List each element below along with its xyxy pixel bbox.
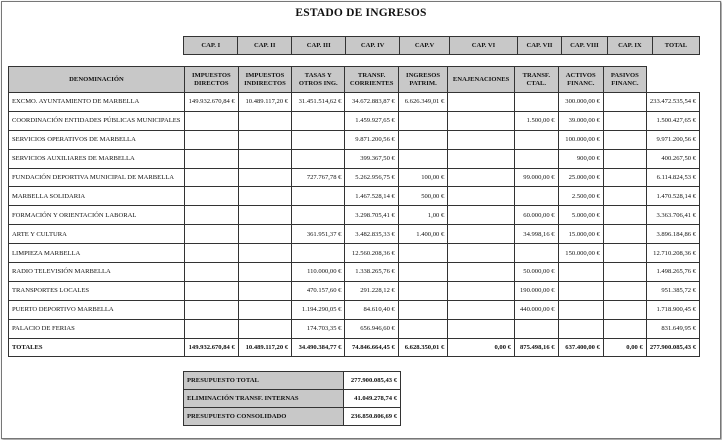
amount-cell: [448, 111, 515, 130]
amount-cell: 100.000,00 €: [558, 130, 603, 149]
amount-cell: 400.267,50 €: [646, 149, 699, 168]
amount-cell: 1.338.265,76 €: [345, 263, 398, 282]
entity-name: FUNDACIÓN DEPORTIVA MUNICIPAL DE MARBELLA: [9, 168, 185, 187]
column-header: TRANSF. CORRIENTES: [345, 67, 398, 93]
entity-name: TRANSPORTES LOCALES: [9, 281, 185, 300]
amount-cell: 0,00 €: [448, 338, 515, 357]
amount-cell: 361.951,37 €: [292, 225, 345, 244]
amount-cell: 291.228,12 €: [345, 281, 398, 300]
amount-cell: 3.298.705,41 €: [345, 206, 398, 225]
amount-cell: 34.490.384,77 €: [292, 338, 345, 357]
amount-cell: 99.000,00 €: [514, 168, 558, 187]
amount-cell: [184, 149, 238, 168]
denominacion-header: DENOMINACIÓN: [9, 67, 185, 93]
amount-cell: 1.470.528,14 €: [646, 187, 699, 206]
chapter-header: CAP. VI: [450, 37, 518, 55]
amount-cell: 1.467.528,14 €: [345, 187, 398, 206]
amount-cell: [514, 244, 558, 263]
table-row: [9, 149, 700, 168]
summary-label: ELIMINACIÓN TRANSF. INTERNAS: [184, 390, 344, 408]
amount-cell: 12.710.208,36 €: [646, 244, 699, 263]
chapter-header: CAP. VIII: [561, 37, 607, 55]
entity-name: LIMPIEZA MARBELLA: [9, 244, 185, 263]
chapter-header: CAP. II: [238, 37, 292, 55]
amount-cell: 0,00 €: [603, 338, 646, 357]
amount-cell: 3.363.706,41 €: [646, 206, 699, 225]
amount-cell: [448, 244, 515, 263]
table-row: [9, 225, 700, 244]
amount-cell: [184, 281, 238, 300]
amount-cell: [398, 111, 447, 130]
entity-name: SERVICIOS AUXILIARES DE MARBELLA: [9, 149, 185, 168]
amount-cell: [448, 319, 515, 338]
entity-name: EXCMO. AYUNTAMIENTO DE MARBELLA: [9, 93, 185, 112]
amount-cell: [514, 130, 558, 149]
amount-cell: 1.400,00 €: [398, 225, 447, 244]
amount-cell: [514, 149, 558, 168]
amount-cell: [514, 93, 558, 112]
amount-cell: 300.000,00 €: [558, 93, 603, 112]
amount-cell: 831.649,95 €: [646, 319, 699, 338]
amount-cell: [558, 319, 603, 338]
amount-cell: [292, 244, 345, 263]
chapter-header: CAP.V: [400, 37, 450, 55]
amount-cell: 60.000,00 €: [514, 206, 558, 225]
table-row: [9, 130, 700, 149]
amount-cell: 900,00 €: [558, 149, 603, 168]
amount-cell: 1.498.265,76 €: [646, 263, 699, 282]
table-row: [9, 187, 700, 206]
amount-cell: [184, 187, 238, 206]
amount-cell: [184, 263, 238, 282]
column-header: IMPUESTOS DIRECTOS: [184, 67, 238, 93]
amount-cell: [448, 206, 515, 225]
entity-name: PALACIO DE FERIAS: [9, 319, 185, 338]
amount-cell: 399.367,50 €: [345, 149, 398, 168]
amount-cell: 10.489.117,20 €: [238, 338, 291, 357]
amount-cell: [448, 300, 515, 319]
table-row: [9, 300, 700, 319]
amount-cell: [184, 111, 238, 130]
table-row: [9, 319, 700, 338]
amount-cell: 174.703,35 €: [292, 319, 345, 338]
amount-cell: 1.194.290,05 €: [292, 300, 345, 319]
amount-cell: 15.000,00 €: [558, 225, 603, 244]
amount-cell: [603, 281, 646, 300]
amount-cell: 150.000,00 €: [558, 244, 603, 263]
amount-cell: 6.114.824,53 €: [646, 168, 699, 187]
amount-cell: 149.932.670,84 €: [184, 338, 238, 357]
entity-name: TOTALES: [9, 338, 185, 357]
amount-cell: [603, 206, 646, 225]
amount-cell: [603, 111, 646, 130]
amount-cell: 875.498,16 €: [514, 338, 558, 357]
summary-label: PRESUPUESTO TOTAL: [184, 372, 344, 390]
entity-name: RADIO TELEVISIÓN MARBELLA: [9, 263, 185, 282]
amount-cell: 110.000,00 €: [292, 263, 345, 282]
column-header: TRANSF. CTAL.: [514, 67, 558, 93]
summary-table: [183, 371, 401, 426]
amount-cell: [398, 149, 447, 168]
amount-cell: [184, 206, 238, 225]
chapter-header: CAP. III: [292, 37, 346, 55]
column-header: ACTIVOS FINANC.: [558, 67, 603, 93]
table-row: [9, 93, 700, 112]
table-row: [9, 168, 700, 187]
entity-name: FORMACIÓN Y ORIENTACIÓN LABORAL: [9, 206, 185, 225]
summary-label: PRESUPUESTO CONSOLIDADO: [184, 408, 344, 426]
amount-cell: [448, 225, 515, 244]
amount-cell: [184, 244, 238, 263]
amount-cell: 2.500,00 €: [558, 187, 603, 206]
amount-cell: 6.626.349,01 €: [398, 93, 447, 112]
amount-cell: 100,00 €: [398, 168, 447, 187]
amount-cell: [238, 225, 291, 244]
amount-cell: [238, 300, 291, 319]
amount-cell: [603, 93, 646, 112]
table-row: [9, 206, 700, 225]
amount-cell: [603, 149, 646, 168]
amount-cell: 84.610,40 €: [345, 300, 398, 319]
entity-name: SERVICIOS OPERATIVOS DE MARBELLA: [9, 130, 185, 149]
amount-cell: [238, 168, 291, 187]
amount-cell: [398, 300, 447, 319]
amount-cell: [398, 319, 447, 338]
amount-cell: [184, 300, 238, 319]
amount-cell: 5.000,00 €: [558, 206, 603, 225]
amount-cell: 727.767,78 €: [292, 168, 345, 187]
amount-cell: 149.932.670,84 €: [184, 93, 238, 112]
amount-cell: 470.157,60 €: [292, 281, 345, 300]
summary-value: 41.049.278,74 €: [344, 390, 401, 408]
amount-cell: 12.560.208,36 €: [345, 244, 398, 263]
amount-cell: [184, 225, 238, 244]
amount-cell: [603, 187, 646, 206]
amount-cell: [603, 244, 646, 263]
chapter-header-table: [8, 36, 700, 55]
amount-cell: [603, 225, 646, 244]
amount-cell: [448, 168, 515, 187]
amount-cell: [514, 319, 558, 338]
column-header: ENAJENACIONES: [448, 67, 515, 93]
table-row: [9, 244, 700, 263]
amount-cell: 25.000,00 €: [558, 168, 603, 187]
summary-row: [184, 390, 401, 408]
amount-cell: 951.385,72 €: [646, 281, 699, 300]
chapter-header: CAP. I: [184, 37, 238, 55]
amount-cell: 3.896.184,86 €: [646, 225, 699, 244]
amount-cell: [603, 319, 646, 338]
amount-cell: [448, 281, 515, 300]
amount-cell: 440.000,00 €: [514, 300, 558, 319]
amount-cell: 277.900.085,43 €: [646, 338, 699, 357]
amount-cell: [448, 130, 515, 149]
amount-cell: [292, 149, 345, 168]
amount-cell: 74.846.664,45 €: [345, 338, 398, 357]
amount-cell: 190.000,00 €: [514, 281, 558, 300]
amount-cell: [184, 130, 238, 149]
summary-row: [184, 372, 401, 390]
amount-cell: 10.489.117,20 €: [238, 93, 291, 112]
amount-cell: [448, 263, 515, 282]
amount-cell: [558, 281, 603, 300]
amount-cell: [448, 187, 515, 206]
summary-value: 277.900.085,43 €: [344, 372, 401, 390]
amount-cell: 1.500.427,65 €: [646, 111, 699, 130]
amount-cell: 50.000,00 €: [514, 263, 558, 282]
amount-cell: [292, 111, 345, 130]
table-row: [9, 281, 700, 300]
amount-cell: [292, 206, 345, 225]
amount-cell: [238, 319, 291, 338]
amount-cell: 9.871.200,56 €: [345, 130, 398, 149]
summary-value: 236.850.806,69 €: [344, 408, 401, 426]
amount-cell: [184, 168, 238, 187]
entity-name: MARBELLA SOLIDARIA: [9, 187, 185, 206]
amount-cell: [603, 263, 646, 282]
column-header: PASIVOS FINANC.: [603, 67, 646, 93]
amount-cell: [603, 130, 646, 149]
entity-name: COORDINACIÓN ENTIDADES PÚBLICAS MUNICIPALES: [9, 111, 185, 130]
amount-cell: [603, 168, 646, 187]
income-table: [8, 66, 700, 357]
totals-row: [9, 338, 700, 357]
amount-cell: [238, 263, 291, 282]
amount-cell: 1.500,00 €: [514, 111, 558, 130]
amount-cell: 5.262.956,75 €: [345, 168, 398, 187]
amount-cell: [238, 130, 291, 149]
column-header: IMPUESTOS INDIRECTOS: [238, 67, 291, 93]
amount-cell: 3.482.835,33 €: [345, 225, 398, 244]
column-header: INGRESOS PATRIM.: [398, 67, 447, 93]
amount-cell: [398, 130, 447, 149]
amount-cell: [238, 187, 291, 206]
column-header: [646, 67, 699, 93]
column-header: TASAS Y OTROS ING.: [292, 67, 345, 93]
amount-cell: 1,00 €: [398, 206, 447, 225]
amount-cell: [398, 281, 447, 300]
amount-cell: [184, 319, 238, 338]
page-title: ESTADO DE INGRESOS: [295, 7, 427, 19]
amount-cell: [238, 111, 291, 130]
chapter-header: CAP. IV: [346, 37, 400, 55]
amount-cell: 34.998,16 €: [514, 225, 558, 244]
amount-cell: [398, 263, 447, 282]
amount-cell: 39.000,00 €: [558, 111, 603, 130]
amount-cell: 233.472.535,54 €: [646, 93, 699, 112]
amount-cell: 6.628.350,01 €: [398, 338, 447, 357]
amount-cell: [292, 130, 345, 149]
amount-cell: 500,00 €: [398, 187, 447, 206]
amount-cell: [514, 187, 558, 206]
amount-cell: 637.400,00 €: [558, 338, 603, 357]
amount-cell: [238, 206, 291, 225]
amount-cell: [398, 244, 447, 263]
amount-cell: [448, 93, 515, 112]
table-row: [9, 263, 700, 282]
table-row: [9, 111, 700, 130]
amount-cell: [292, 187, 345, 206]
chapter-header: TOTAL: [652, 37, 699, 55]
amount-cell: 1.459.927,65 €: [345, 111, 398, 130]
amount-cell: 1.718.900,45 €: [646, 300, 699, 319]
amount-cell: 34.672.883,87 €: [345, 93, 398, 112]
caps-spacer: [8, 37, 184, 55]
chapter-header: CAP. VII: [518, 37, 562, 55]
amount-cell: [238, 244, 291, 263]
amount-cell: [448, 149, 515, 168]
amount-cell: 9.971.200,56 €: [646, 130, 699, 149]
amount-cell: [238, 281, 291, 300]
amount-cell: [603, 300, 646, 319]
amount-cell: [558, 263, 603, 282]
chapter-header: CAP. IX: [607, 37, 652, 55]
amount-cell: 31.451.514,62 €: [292, 93, 345, 112]
amount-cell: [238, 149, 291, 168]
entity-name: PUERTO DEPORTIVO MARBELLA: [9, 300, 185, 319]
amount-cell: [558, 300, 603, 319]
entity-name: ARTE Y CULTURA: [9, 225, 185, 244]
amount-cell: 656.946,60 €: [345, 319, 398, 338]
summary-row: [184, 408, 401, 426]
